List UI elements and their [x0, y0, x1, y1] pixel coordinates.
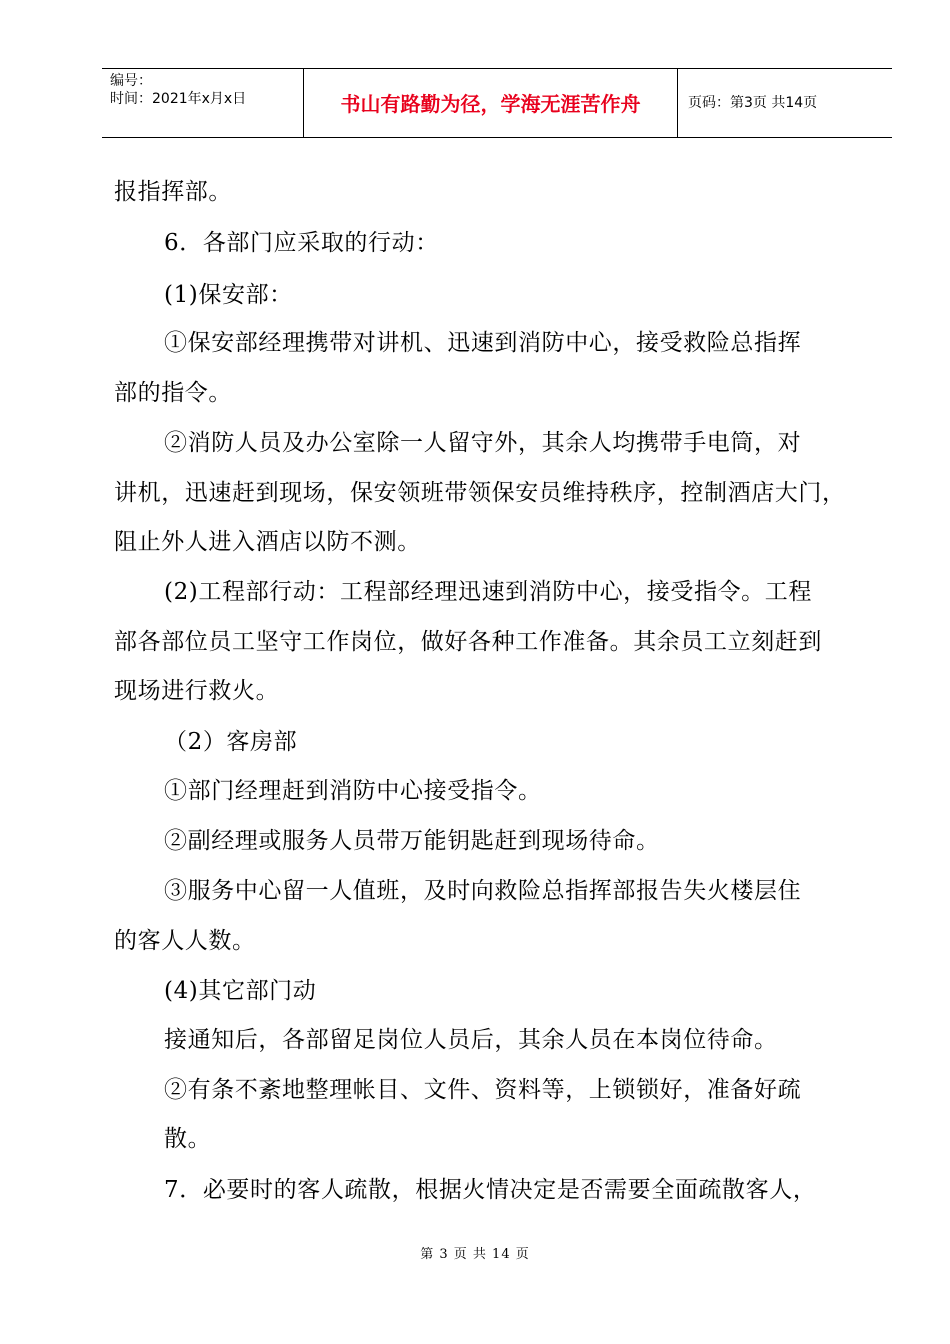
page-header [102, 68, 892, 138]
page-footer: 第 3 页 共 14 页 [420, 1247, 530, 1262]
body-line: 报指挥部。 [114, 179, 232, 205]
body-line: 接通知后，各部留足岗位人员后，其余人员在本岗位待命。 [164, 1027, 778, 1053]
section-heading: 7．必要时的客人疏散，根据火情决定是否需要全面疏散客人， [164, 1177, 817, 1203]
body-line: 阻止外人进入酒店以防不测。 [114, 529, 421, 555]
body-line: ③服务中心留一人值班，及时向救险总指挥部报告失火楼层住 [164, 878, 802, 904]
body-line: 的客人人数。 [114, 928, 256, 954]
body-line: ①部门经理赶到消防中心接受指令。 [164, 778, 542, 804]
section-heading: 6．各部门应采取的行动： [164, 230, 439, 256]
body-line: 现场进行救火。 [114, 678, 280, 704]
body-line: ②有条不紊地整理帐目、文件、资料等，上锁锁好，准备好疏 [164, 1077, 802, 1103]
header-meta-cell [102, 69, 304, 137]
subsection-heading: (4)其它部门动 [164, 978, 317, 1004]
body-line: 部的指令。 [114, 380, 232, 406]
body-line: ②副经理或服务人员带万能钥匙赶到现场待命。 [164, 828, 660, 854]
body-line: 散。 [164, 1126, 212, 1152]
subsection-heading: (1)保安部： [164, 282, 293, 308]
motto-text: 书山有路勤为径，学海无涯苦作舟 [340, 92, 641, 116]
body-line: ②消防人员及办公室除一人留守外，其余人均携带手电筒，对 [164, 430, 802, 456]
header-page-cell [678, 69, 892, 137]
body-line: 讲机，迅速赶到现场，保安领班带领保安员维持秩序，控制酒店大门， [114, 480, 846, 506]
serial-number-label: 编号： [110, 73, 152, 89]
body-line: ①保安部经理携带对讲机、迅速到消防中心，接受救险总指挥 [164, 330, 802, 356]
page-number-info: 页码：第3页 共14页 [688, 95, 818, 111]
body-line: 部各部位员工坚守工作岗位，做好各种工作准备。其余员工立刻赶到 [114, 629, 822, 655]
date-label: 时间：2021年x月x日 [110, 91, 247, 107]
subsection-heading: （2）客房部 [164, 729, 298, 755]
header-motto-cell [304, 69, 678, 137]
body-line: (2)工程部行动：工程部经理迅速到消防中心，接受指令。工程 [164, 579, 812, 605]
